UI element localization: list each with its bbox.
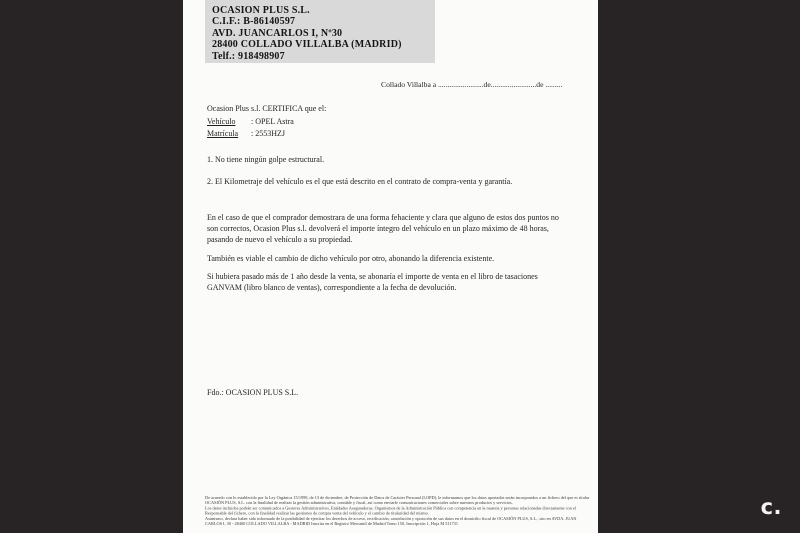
company-letterhead-box [205,0,435,63]
company-address: AVD. JUANCARLOS I, Nº30 [212,27,343,39]
signature-line: Fdo.: OCASION PLUS S.L. [207,388,299,397]
legal-line: CARLOS I, 30 - 28400 COLLADO VILLALBA - MADRID Inscrita en el Registro Mercantil de Madrid Tomo 150, Inscripción 1, Hoja M 511731 [205,521,458,527]
certify-line: Ocasion Plus s.l. CERTIFICA que el: [207,104,327,113]
legal-fine-print [205,495,595,529]
legal-line: Responsable del fichero, con la finalidad realizar las gestiones de compra venta del vehículo y el cambio de titularidad del mismo. [205,510,429,516]
vehicle-label: Vehículo [207,117,236,126]
paragraph-line: También es viable el cambio de dicho vehículo por otro, abonando la diferencia existente. [207,254,495,263]
scanned-document-page [183,0,598,533]
date-line: Collado Villalba a ........................de........................de ......... [381,80,563,89]
plate-line [207,129,285,138]
legal-line: De acuerdo con lo establecido por la Ley Orgánica 15/1999, de 13 de diciembre, de Protección de Datos de Carácter Personal (LOPD), le informamos que los datos aportados serán incorporados a un fichero del que es titular [205,495,590,500]
vehicle-value: : OPEL Astra [251,117,294,126]
legal-line: Asimismo, declara haber sido informado de la posibilidad de ejercitar los derechos de acceso, rectificación, cancelación y oposición de sus datos en el domicilio fiscal de OCASIÓN PLUS, S.L., sito en AVDA. JUAN [205,515,577,521]
point-2: 2. El Kilometraje del vehículo es el que está descrito en el contrato de compra-venta y garantía. [207,177,513,186]
legal-line: Los datos incluidos podrán ser comunicados a Gestores Administrativos, Entidades Aseguradoras, Organismos de la Administración Pública con competencia en la materia y personas relacionadas directamente con el [205,505,577,511]
coches-logo-watermark: c. [760,495,782,519]
legal-fine-print-text [205,495,595,526]
paragraph-line: son correctos, Ocasion Plus s.l. devolverá el importe íntegro del vehículo en un plazo máximo de 48 horas, [207,224,549,233]
plate-value: : 2553HZJ [251,129,285,138]
company-cif: C.I.F.: B-86140597 [212,16,296,28]
legal-line: OCASIÓN PLUS, S.L. con la finalidad de realizar la gestión administrativa, contable y fiscal, así como enviarle comunicaciones comerciales sobre nuestros productos y servicios. [205,500,513,506]
company-phone: Telf.: 918498907 [212,50,285,62]
point-1: 1. No tiene ningún golpe estructural. [207,155,325,164]
plate-label: Matrícula [207,129,239,138]
guarantee-paragraph [207,212,599,245]
ganvam-paragraph [207,271,599,293]
vehicle-line [207,117,294,126]
exchange-paragraph [207,253,599,264]
paragraph-line: GANVAM (libro blanco de ventas), correspondiente a la fecha de devolución. [207,283,457,292]
paragraph-line: En el caso de que el comprador demostrara de una forma fehaciente y clara que alguno de estos dos puntos no [207,213,559,222]
paragraph-line: pasando de nuevo el vehículo a su propiedad. [207,235,353,244]
company-city: 28400 COLLADO VILLALBA (MADRID) [212,39,402,51]
company-name: OCASION PLUS S.L. [212,5,310,16]
paragraph-line: Si hubiera pasado más de 1 año desde la venta, se abonaría el importe de venta en el libro de tasaciones [207,272,538,281]
